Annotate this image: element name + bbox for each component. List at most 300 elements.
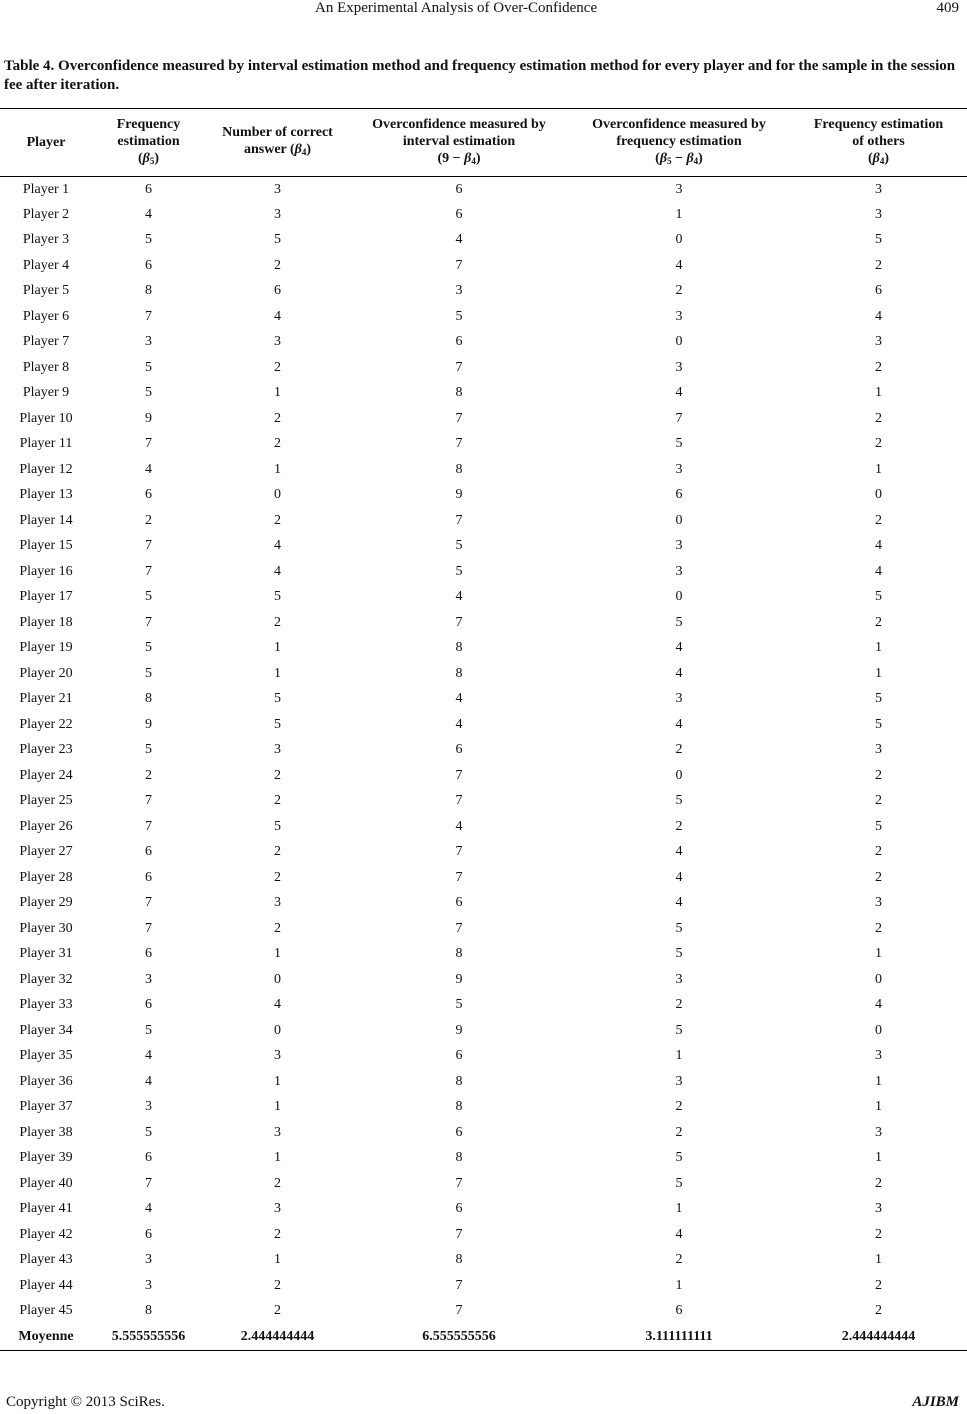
table-row <box>0 559 967 585</box>
table-header <box>0 109 967 177</box>
value-cell: 8 <box>145 1303 152 1319</box>
value-cell: 0 <box>675 767 683 783</box>
player-cell: Player 43 <box>19 1252 73 1268</box>
value-cell: 6 <box>145 487 152 503</box>
value-cell: 3 <box>675 1073 683 1089</box>
column-header-line: $(\beta_5)$ <box>137 150 159 166</box>
value-cell: 0 <box>875 1022 882 1038</box>
value-cell: 9 <box>455 487 463 503</box>
player-cell: Player 31 <box>19 946 73 962</box>
value-cell: 4 <box>675 869 683 885</box>
value-cell: 4 <box>875 308 882 324</box>
header-row <box>0 109 967 177</box>
value-cell: 0 <box>274 487 281 503</box>
table-row <box>0 330 967 356</box>
value-cell: 2 <box>675 742 683 758</box>
player-cell: Player 34 <box>19 1022 73 1038</box>
column-header <box>205 109 350 177</box>
value-cell: 5 <box>455 563 463 579</box>
value-cell: 5 <box>875 589 882 605</box>
value-cell: 2 <box>875 869 882 885</box>
table-row <box>0 942 967 968</box>
value-cell: 5 <box>875 818 882 834</box>
value-cell: 2 <box>675 818 683 834</box>
page-footer <box>0 1394 967 1414</box>
player-cell: Player 20 <box>19 665 73 681</box>
player-cell: Player 23 <box>19 742 73 758</box>
value-cell: 0 <box>274 1022 281 1038</box>
value-cell: 2 <box>875 767 882 783</box>
value-cell: 2 <box>274 767 281 783</box>
table-row <box>0 916 967 942</box>
value-cell: 2 <box>274 614 281 630</box>
value-cell: 6 <box>145 869 152 885</box>
value-cell: 2 <box>274 1303 281 1319</box>
value-cell: 5 <box>675 1022 683 1038</box>
column-header <box>568 109 790 177</box>
player-cell: Player 7 <box>22 334 70 350</box>
value-cell: 2 <box>274 1175 281 1191</box>
player-cell: Player 45 <box>19 1303 73 1319</box>
value-cell: 3 <box>675 461 683 477</box>
value-cell: 7 <box>145 1175 152 1191</box>
player-cell: Player 44 <box>19 1277 73 1293</box>
value-cell: 5 <box>455 538 463 554</box>
value-cell: 6 <box>455 206 463 222</box>
value-cell: 5 <box>274 716 281 732</box>
value-cell: 2 <box>274 512 281 528</box>
table-row <box>0 355 967 381</box>
table-row <box>0 457 967 483</box>
player-cell: Player 37 <box>19 1099 73 1115</box>
value-cell: 4 <box>145 1201 152 1217</box>
value-cell: 6 <box>145 257 152 273</box>
value-cell: 3 <box>675 563 683 579</box>
player-cell: Player 26 <box>19 818 73 834</box>
value-cell: 5 <box>145 665 152 681</box>
value-cell: 8 <box>455 1073 463 1089</box>
value-cell: 2 <box>875 257 882 273</box>
value-cell: 4 <box>675 895 683 911</box>
value-cell: 5 <box>675 946 683 962</box>
column-header <box>0 109 92 177</box>
value-cell: 5 <box>274 818 281 834</box>
value-cell: 3 <box>274 895 281 911</box>
value-cell: 2 <box>274 436 281 452</box>
value-cell: 9 <box>145 716 152 732</box>
value-cell: 3 <box>675 538 683 554</box>
page-number: 409 <box>936 0 959 16</box>
column-header-line: $(\beta_4)$ <box>867 150 889 166</box>
value-cell: 4 <box>455 232 463 248</box>
value-cell: 3 <box>875 1048 882 1064</box>
column-header <box>790 109 967 177</box>
value-cell: 4 <box>455 818 463 834</box>
column-header-line: answer $(\beta_4)$ <box>243 142 312 157</box>
player-cell: Player 2 <box>22 206 70 222</box>
table-row <box>0 432 967 458</box>
value-cell: 7 <box>145 895 152 911</box>
value-cell: 2 <box>274 1226 281 1242</box>
value-cell: 5 <box>675 614 683 630</box>
value-cell: 1 <box>675 1048 683 1064</box>
table-row <box>0 202 967 228</box>
player-cell: Player 21 <box>19 691 73 707</box>
value-cell: 6 <box>145 946 152 962</box>
value-cell: 2 <box>875 1277 882 1293</box>
table-row <box>0 304 967 330</box>
value-cell: 1 <box>274 1252 281 1268</box>
value-cell: 3 <box>145 334 152 350</box>
column-header-line: Overconfidence measured by <box>372 116 546 132</box>
value-cell: 3 <box>274 206 281 222</box>
player-cell: Player 8 <box>22 359 70 375</box>
value-cell: 3 <box>675 971 683 987</box>
table-row <box>0 585 967 611</box>
player-cell: Player 9 <box>22 385 70 401</box>
value-cell: 2 <box>875 410 882 426</box>
value-cell: 7 <box>675 410 683 426</box>
value-cell: 4 <box>875 563 882 579</box>
value-cell: 6 <box>455 181 463 197</box>
value-cell: 4 <box>675 257 683 273</box>
value-cell: 8 <box>455 946 463 962</box>
value-cell: 3 <box>675 359 683 375</box>
value-cell: 5 <box>145 742 152 758</box>
value-cell: 1 <box>274 461 281 477</box>
table-caption: Table 4. Overconfidence measured by interval estimation method and frequency estimation method for every player and for the sample in the session fee after iteration. <box>4 58 956 93</box>
table-row <box>0 1044 967 1070</box>
value-cell: 4 <box>145 206 152 222</box>
value-cell: 2 <box>675 1124 683 1140</box>
table-row <box>0 865 967 891</box>
value-cell: 2 <box>875 1303 882 1319</box>
player-cell: Player 18 <box>19 614 73 630</box>
player-cell: Player 29 <box>19 895 73 911</box>
value-cell: 1 <box>675 206 683 222</box>
value-cell: 2 <box>274 359 281 375</box>
value-cell: 8 <box>455 1150 463 1166</box>
value-cell: 6 <box>455 334 463 350</box>
value-cell: 5 <box>875 232 882 248</box>
value-cell: 4 <box>274 538 281 554</box>
column-header-line: Frequency <box>116 116 181 132</box>
value-cell: 5 <box>875 691 882 707</box>
value-cell: 5 <box>145 232 152 248</box>
value-cell: 2 <box>875 793 882 809</box>
value-cell: 1 <box>875 946 882 962</box>
player-cell: Player 14 <box>19 512 73 528</box>
value-cell: 7 <box>455 257 463 273</box>
value-cell: 5 <box>675 436 683 452</box>
value-cell: 5 <box>675 793 683 809</box>
value-cell: 7 <box>145 818 152 834</box>
value-cell: 3 <box>274 1124 281 1140</box>
player-cell: Player 42 <box>19 1226 73 1242</box>
value-cell: 1 <box>274 665 281 681</box>
value-cell: 5 <box>145 640 152 656</box>
value-cell: 8 <box>145 283 152 299</box>
value-cell: 3 <box>145 1252 152 1268</box>
value-cell: 4 <box>675 1226 683 1242</box>
value-cell: 7 <box>145 793 152 809</box>
value-cell: 1 <box>274 1099 281 1115</box>
table-row <box>0 177 967 203</box>
value-cell: 3 <box>875 895 882 911</box>
average-value: 2.444444444 <box>240 1328 315 1344</box>
value-cell: 5 <box>675 1150 683 1166</box>
value-cell: 5 <box>145 385 152 401</box>
value-cell: 6 <box>145 181 152 197</box>
value-cell: 7 <box>455 869 463 885</box>
table-row <box>0 891 967 917</box>
player-cell: Player 10 <box>19 410 73 426</box>
value-cell: 3 <box>274 742 281 758</box>
value-cell: 3 <box>145 1099 152 1115</box>
value-cell: 5 <box>145 359 152 375</box>
table-row <box>0 406 967 432</box>
value-cell: 2 <box>875 436 882 452</box>
table-row <box>0 636 967 662</box>
table-row <box>0 993 967 1019</box>
value-cell: 4 <box>875 997 882 1013</box>
value-cell: 3 <box>145 971 152 987</box>
value-cell: 4 <box>145 461 152 477</box>
value-cell: 3 <box>875 206 882 222</box>
value-cell: 8 <box>455 461 463 477</box>
value-cell: 5 <box>274 232 281 248</box>
value-cell: 0 <box>675 232 683 248</box>
value-cell: 6 <box>675 1303 683 1319</box>
value-cell: 2 <box>675 997 683 1013</box>
player-cell: Player 22 <box>19 716 73 732</box>
value-cell: 2 <box>875 1226 882 1242</box>
value-cell: 2 <box>274 844 281 860</box>
value-cell: 4 <box>675 844 683 860</box>
value-cell: 7 <box>455 614 463 630</box>
value-cell: 1 <box>875 640 882 656</box>
table-row <box>0 610 967 636</box>
average-row <box>0 1324 967 1350</box>
value-cell: 7 <box>145 563 152 579</box>
table-row <box>0 228 967 254</box>
table-row <box>0 738 967 764</box>
value-cell: 8 <box>455 1099 463 1115</box>
value-cell: 4 <box>675 640 683 656</box>
value-cell: 9 <box>145 410 152 426</box>
table-row <box>0 483 967 509</box>
value-cell: 3 <box>274 334 281 350</box>
value-cell: 0 <box>875 487 882 503</box>
value-cell: 1 <box>274 385 281 401</box>
value-cell: 7 <box>455 1303 463 1319</box>
value-cell: 3 <box>875 742 882 758</box>
value-cell: 7 <box>145 538 152 554</box>
value-cell: 2 <box>675 1252 683 1268</box>
value-cell: 2 <box>145 512 152 528</box>
value-cell: 7 <box>455 1226 463 1242</box>
player-cell: Player 35 <box>19 1048 73 1064</box>
value-cell: 4 <box>274 997 281 1013</box>
player-cell: Player 27 <box>19 844 73 860</box>
value-cell: 7 <box>455 1175 463 1191</box>
player-cell: Player 30 <box>19 920 73 936</box>
value-cell: 1 <box>875 1150 882 1166</box>
column-header-line: Player <box>26 135 66 150</box>
value-cell: 3 <box>875 1201 882 1217</box>
value-cell: 2 <box>675 283 683 299</box>
table-footer <box>0 1324 967 1350</box>
player-cell: Player 39 <box>19 1150 73 1166</box>
value-cell: 4 <box>145 1048 152 1064</box>
value-cell: 7 <box>455 436 463 452</box>
value-cell: 1 <box>274 640 281 656</box>
value-cell: 4 <box>274 563 281 579</box>
value-cell: 7 <box>145 614 152 630</box>
value-cell: 3 <box>455 283 463 299</box>
player-cell: Player 38 <box>19 1124 73 1140</box>
table-row <box>0 661 967 687</box>
value-cell: 8 <box>455 640 463 656</box>
value-cell: 7 <box>145 920 152 936</box>
average-label: Moyenne <box>18 1328 74 1344</box>
player-cell: Player 15 <box>19 538 73 554</box>
value-cell: 4 <box>145 1073 152 1089</box>
column-header-line: of others <box>852 133 905 149</box>
value-cell: 1 <box>274 1073 281 1089</box>
table-row <box>0 712 967 738</box>
value-cell: 0 <box>675 512 683 528</box>
value-cell: 2 <box>875 614 882 630</box>
table-row <box>0 763 967 789</box>
table-row <box>0 967 967 993</box>
player-cell: Player 16 <box>19 563 73 579</box>
value-cell: 1 <box>675 1201 683 1217</box>
value-cell: 1 <box>274 1150 281 1166</box>
value-cell: 7 <box>455 410 463 426</box>
value-cell: 2 <box>675 1099 683 1115</box>
value-cell: 5 <box>145 1022 152 1038</box>
table-row <box>0 687 967 713</box>
value-cell: 2 <box>875 512 882 528</box>
average-value: 3.111111111 <box>645 1328 713 1344</box>
value-cell: 7 <box>455 1277 463 1293</box>
table-row <box>0 1171 967 1197</box>
value-cell: 6 <box>455 742 463 758</box>
value-cell: 5 <box>675 1175 683 1191</box>
value-cell: 7 <box>145 436 152 452</box>
value-cell: 2 <box>875 1175 882 1191</box>
player-cell: Player 41 <box>19 1201 73 1217</box>
value-cell: 2 <box>875 920 882 936</box>
column-header-line: estimation <box>117 133 180 149</box>
value-cell: 4 <box>675 716 683 732</box>
value-cell: 3 <box>875 181 882 197</box>
value-cell: 3 <box>875 1124 882 1140</box>
value-cell: 5 <box>455 308 463 324</box>
value-cell: 7 <box>455 920 463 936</box>
player-cell: Player 13 <box>19 487 73 503</box>
value-cell: 6 <box>145 1226 152 1242</box>
value-cell: 3 <box>875 334 882 350</box>
player-cell: Player 17 <box>19 589 73 605</box>
column-header-line: $(\beta_5 - \beta_4)$ <box>655 150 703 166</box>
table-row <box>0 279 967 305</box>
column-header-line: Frequency estimation <box>813 116 944 132</box>
value-cell: 3 <box>675 181 683 197</box>
table-row <box>0 381 967 407</box>
player-cell: Player 6 <box>22 308 70 324</box>
value-cell: 7 <box>145 308 152 324</box>
value-cell: 3 <box>145 1277 152 1293</box>
value-cell: 6 <box>455 1124 463 1140</box>
value-cell: 8 <box>455 385 463 401</box>
value-cell: 1 <box>875 385 882 401</box>
running-title: An Experimental Analysis of Over-Confidence <box>315 0 598 16</box>
table-row <box>0 534 967 560</box>
value-cell: 1 <box>875 1099 882 1115</box>
player-cell: Player 33 <box>19 997 73 1013</box>
table-row <box>0 508 967 534</box>
table-row <box>0 1222 967 1248</box>
value-cell: 1 <box>875 461 882 477</box>
value-cell: 1 <box>875 665 882 681</box>
value-cell: 9 <box>455 971 463 987</box>
player-cell: Player 28 <box>19 869 73 885</box>
value-cell: 2 <box>274 1277 281 1293</box>
column-header <box>350 109 568 177</box>
value-cell: 5 <box>455 997 463 1013</box>
value-cell: 1 <box>274 946 281 962</box>
table-row <box>0 253 967 279</box>
value-cell: 8 <box>455 665 463 681</box>
table-row <box>0 840 967 866</box>
player-cell: Player 40 <box>19 1175 73 1191</box>
column-header-line: interval estimation <box>402 133 516 149</box>
value-cell: 2 <box>274 257 281 273</box>
page-header <box>0 0 967 22</box>
value-cell: 4 <box>455 589 463 605</box>
player-cell: Player 32 <box>19 971 73 987</box>
table-row <box>0 789 967 815</box>
value-cell: 6 <box>455 1201 463 1217</box>
value-cell: 6 <box>455 895 463 911</box>
table-row <box>0 1120 967 1146</box>
value-cell: 7 <box>455 359 463 375</box>
player-cell: Player 36 <box>19 1073 73 1089</box>
value-cell: 5 <box>875 716 882 732</box>
value-cell: 5 <box>274 589 281 605</box>
value-cell: 5 <box>145 589 152 605</box>
value-cell: 6 <box>145 1150 152 1166</box>
value-cell: 6 <box>875 283 882 299</box>
value-cell: 8 <box>145 691 152 707</box>
value-cell: 2 <box>875 359 882 375</box>
value-cell: 3 <box>274 181 281 197</box>
value-cell: 2 <box>274 793 281 809</box>
player-cell: Player 5 <box>22 283 70 299</box>
player-cell: Player 4 <box>22 257 70 273</box>
value-cell: 8 <box>455 1252 463 1268</box>
value-cell: 6 <box>145 997 152 1013</box>
player-cell: Player 1 <box>22 181 70 197</box>
table-row <box>0 1197 967 1223</box>
value-cell: 0 <box>675 334 683 350</box>
player-cell: Player 19 <box>19 640 73 656</box>
column-header <box>92 109 205 177</box>
value-cell: 1 <box>875 1073 882 1089</box>
table-row <box>0 814 967 840</box>
